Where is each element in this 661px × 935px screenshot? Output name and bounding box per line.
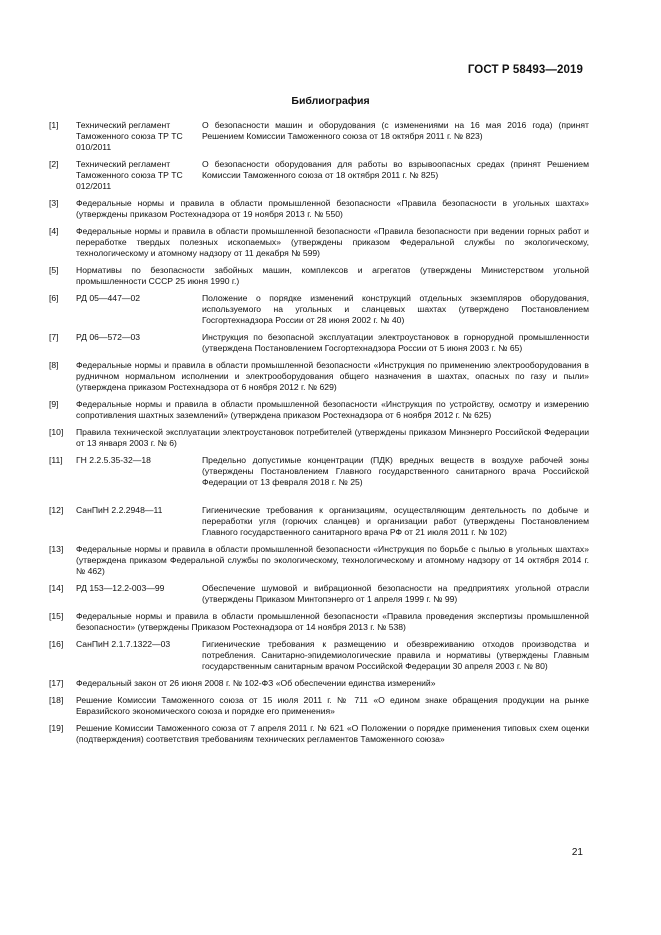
bibliography-entry [49, 120, 589, 153]
entry-number: [5] [49, 265, 59, 275]
entry-reference: Технический регламент Таможенного союза ТР ТС 012/2011 [76, 159, 183, 191]
entry-description: О безопасности оборудования для работы во взрывоопасных средах (принят Решением Комиссии Таможенного союза от 18 октября 2011 г. № 825) [202, 159, 589, 180]
entry-number: [10] [49, 427, 64, 437]
entry-number: [19] [49, 723, 64, 733]
entry-number: [18] [49, 695, 64, 705]
entry-reference: Технический регламент Таможенного союза ТР ТС 010/2011 [76, 120, 183, 152]
entry-text: Правила технической эксплуатации электроустановок потребителей (утверждены приказом Минэнерго Российской Федерации от 13 января 2003 г. № 6) [76, 427, 589, 448]
entry-description: Гигиенические требования к размещению и обезвреживанию отходов производства и потребления. Санитарно-эпидемиологические правила и нормативы (утверждены Главным государственным санитарным врачом Российской Федерации 30 апреля 2003 г. № 80) [202, 639, 589, 671]
bibliography-entry [49, 723, 589, 745]
document-code: ГОСТ Р 58493—2019 [467, 64, 583, 76]
entry-number: [2] [49, 159, 59, 169]
entry-reference: СанПиН 2.2.2948—11 [76, 505, 163, 515]
entry-reference: РД 05—447—02 [76, 293, 141, 303]
bibliography-entry [49, 455, 589, 488]
entry-number: [7] [49, 332, 59, 342]
entry-description: О безопасности машин и оборудования (с изменениями на 16 мая 2016 года) (принят Решением Комиссии Таможенного союза от 18 октября 2011 г. № 823) [202, 120, 589, 141]
entry-number: [12] [49, 505, 64, 515]
entry-number: [11] [49, 455, 63, 465]
entry-text: Федеральные нормы и правила в области промышленной безопасности «Правила безопасности в угольных шахтах» (утверждены приказом Ростехнадзора от 19 ноября 2013 г. № 550) [76, 198, 589, 219]
page-number: 21 [571, 847, 583, 858]
bibliography-entry [49, 293, 589, 326]
bibliography-list [49, 120, 589, 751]
entry-number: [1] [49, 120, 59, 130]
entry-number: [17] [49, 678, 64, 688]
bibliography-entry [49, 505, 589, 538]
bibliography-entry [49, 332, 589, 354]
entry-reference: ГН 2.2.5.35-32—18 [76, 455, 151, 465]
bibliography-entry [49, 226, 589, 259]
entry-description: Инструкция по безопасной эксплуатации электроустановок в горнорудной промышленности (утверждена Постановлением Госгортехнадзора России от 5 июня 2003 г. № 65) [202, 332, 589, 353]
entry-number: [14] [49, 583, 64, 593]
entry-text: Федеральные нормы и правила в области промышленной безопасности «Инструкция по устройству, осмотру и измерению сопротивления шахтных заземлений» (утверждена приказом Ростехнадзора от 6 ноября 2012 г. № 625) [76, 399, 589, 420]
entry-description: Положение о порядке изменений конструкций отдельных экземпляров оборудования, используемого на угольных и сланцевых шахтах (утверждено Постановлением Госгортехнадзора России от 28 июня 2002 г. № 40) [202, 293, 589, 325]
bibliography-entry [49, 611, 589, 633]
entry-number: [15] [49, 611, 64, 621]
entry-number: [8] [49, 360, 59, 370]
entry-description: Обеспечение шумовой и вибрационной безопасности на предприятиях угольной отрасли (утверждены Приказом Минтопэнерго от 1 апреля 1999 г. № 99) [202, 583, 589, 604]
entry-text: Решение Комиссии Таможенного союза от 15 июля 2011 г. № 711 «О едином знаке обращения продукции на рынке Евразийского экономического союза и порядке его применения» [76, 695, 589, 716]
entry-reference: РД 06—572—03 [76, 332, 141, 342]
entry-text: Федеральные нормы и правила в области промышленной безопасности «Инструкция по борьбе с пылью в угольных шахтах» (утверждена приказом Федеральной службы по экологическому, технологическому и атомному надзору от 14 октября 2014 г. № 462) [76, 544, 589, 576]
entry-text: Решение Комиссии Таможенного союза от 7 апреля 2011 г. № 621 «О Положении о порядке применения типовых схем оценки (подтверждения) соответствия требованиям технических регламентов Таможенного союза» [76, 723, 589, 744]
entry-number: [9] [49, 399, 59, 409]
bibliography-entry [49, 695, 589, 717]
entry-description: Предельно допустимые концентрации (ПДК) вредных веществ в воздухе рабочей зоны (утверждены Постановлением Главного государственного санитарного врача Российской Федерации от 13 февраля 2018 г. № 25) [202, 455, 589, 487]
bibliography-title: Библиография [291, 95, 370, 107]
entry-number: [6] [49, 293, 59, 303]
entry-description: Гигиенические требования к организациям, осуществляющим деятельность по добыче и переработки угля (горючих сланцев) и организации работ (утверждены Постановлением Главного государственного санитарного врача РФ от 21 июля 2011 г. № 102) [202, 505, 589, 537]
entry-reference: СанПиН 2.1.7.1322—03 [76, 639, 171, 649]
entry-text: Федеральный закон от 26 июня 2008 г. № 102-ФЗ «Об обеспечении единства измерений» [76, 678, 436, 688]
bibliography-entry [49, 427, 589, 449]
entry-text: Федеральные нормы и правила в области промышленной безопасности «Инструкция по применению электрооборудования в рудничном нормальном исполнении и электрооборудования общего назначения в шахтах, опасных по газу и пыли» (утверждена приказом Ростехнадзора от 6 ноября 2012 г. № 629) [76, 360, 589, 392]
entry-text: Федеральные нормы и правила в области промышленной безопасности «Правила безопасности при ведении горных работ и переработке твердых полезных ископаемых» (утверждены приказом Федеральной службы по экологическому, технологическому и атомному надзору от 11 декабря № 599) [76, 226, 589, 258]
entry-reference: РД 153—12.2-003—99 [76, 583, 165, 593]
bibliography-entry [49, 159, 589, 192]
entry-number: [13] [49, 544, 64, 554]
entry-number: [16] [49, 639, 64, 649]
entry-text: Федеральные нормы и правила в области промышленной безопасности «Правила проведения экспертизы промышленной безопасности» (утверждены Приказом Ростехнадзора от 14 ноября 2013 г. № 538) [76, 611, 589, 632]
bibliography-entry [49, 360, 589, 393]
bibliography-entry [49, 639, 589, 672]
bibliography-entry [49, 399, 589, 421]
entry-text: Нормативы по безопасности забойных машин, комплексов и агрегатов (утверждены Министерством угольной промышленности СССР 25 июня 1990 г.) [76, 265, 589, 286]
entry-number: [4] [49, 226, 59, 236]
bibliography-entry [49, 544, 589, 577]
entry-number: [3] [49, 198, 59, 208]
bibliography-entry [49, 583, 589, 605]
bibliography-entry [49, 265, 589, 287]
bibliography-entry [49, 198, 589, 220]
bibliography-entry [49, 678, 589, 689]
